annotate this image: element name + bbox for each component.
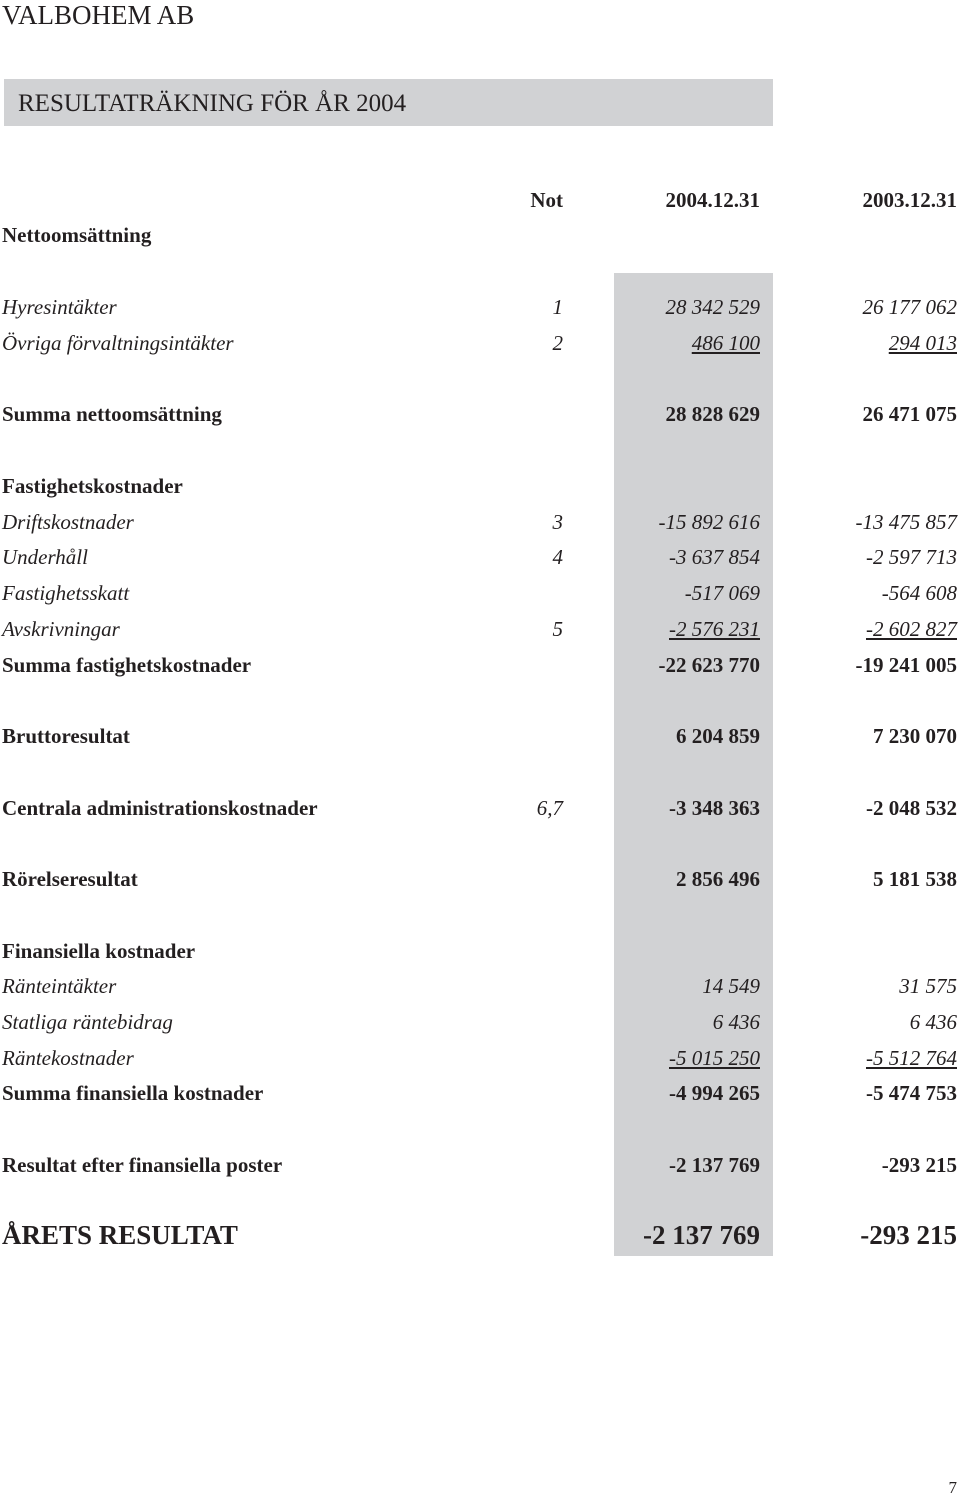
previous-year-column-header: 2003.12.31 [862,188,957,212]
row-label: Centrala administrationskostnader [2,796,318,820]
row-label: Statliga räntebidrag [2,1010,173,1034]
table-row [0,1009,960,1035]
row-previous-value: 6 436 [909,1010,957,1034]
row-label: Summa fastighetskostnader [2,653,252,677]
row-previous-value: -2 048 532 [866,796,957,820]
row-label: Fastighetskostnader [2,474,183,498]
row-current-value: -3 348 363 [669,796,760,820]
row-current-value: -4 994 265 [669,1081,760,1105]
subtotal-row [0,1152,960,1178]
row-label: Räntekostnader [2,1046,134,1070]
row-current-value: -517 069 [684,581,760,605]
row-previous-value: -13 475 857 [855,510,957,534]
row-label: Underhåll [2,545,88,569]
row-previous-value: 7 230 070 [873,724,957,748]
row-note: 2 [552,331,563,355]
row-current-value: -2 137 769 [669,1153,760,1177]
statement-title: RESULTATRÄKNING FÖR ÅR 2004 [18,90,407,117]
table-row [0,616,960,642]
row-previous-value: 294 013 [888,331,957,355]
row-current-value: -2 576 231 [669,617,760,641]
row-label: Övriga förvaltningsintäkter [2,331,234,355]
statement-title-bar [4,79,773,126]
row-label: Fastighetsskatt [2,581,130,605]
row-previous-value: -5 512 764 [866,1046,957,1070]
subtotal-row [0,1080,960,1106]
row-label: Finansiella kostnader [2,939,196,963]
row-previous-value: 31 575 [899,974,957,998]
row-current-value: -22 623 770 [658,653,760,677]
row-current-value: 2 856 496 [676,867,760,891]
subtotal-row [0,866,960,892]
row-note: 3 [552,510,563,534]
section-heading-finansiella-kostnader [0,938,960,964]
row-note: 1 [552,295,563,319]
row-previous-value: -2 602 827 [866,617,957,641]
current-year-column-header: 2004.12.31 [665,188,760,212]
row-current-value: 6 204 859 [676,724,760,748]
table-row [0,544,960,570]
row-previous-value: 26 471 075 [862,402,957,426]
row-previous-value: -5 474 753 [866,1081,957,1105]
row-current-value: -3 637 854 [669,545,760,569]
note-column-header: Not [530,188,563,212]
company-name: VALBOHEM AB [2,0,195,30]
row-note: 5 [552,617,563,641]
row-previous-value: 26 177 062 [862,295,957,319]
row-current-value: 28 828 629 [665,402,760,426]
row-label: Resultat efter finansiella poster [2,1153,283,1177]
page-number: 7 [948,1478,957,1497]
row-label: Bruttoresultat [2,724,130,748]
row-label: Driftskostnader [2,510,134,534]
subtotal-row [0,401,960,427]
subtotal-row [0,723,960,749]
row-label: Rörelseresultat [2,867,138,891]
row-label: Ränteintäkter [2,974,117,998]
row-label: ÅRETS RESULTAT [2,1220,238,1250]
row-note: 6,7 [536,796,563,820]
row-previous-value: -293 215 [881,1153,957,1177]
row-label: Summa nettoomsättning [2,402,222,426]
row-label: Avskrivningar [2,617,120,641]
table-row [0,294,960,320]
row-current-value: 28 342 529 [665,295,760,319]
row-previous-value: -293 215 [860,1220,957,1250]
row-previous-value: -564 608 [881,581,957,605]
row-previous-value: -2 597 713 [866,545,957,569]
total-row [0,1219,960,1251]
row-label: Nettoomsättning [2,223,152,247]
row-previous-value: 5 181 538 [873,867,957,891]
section-heading-fastighetskostnader [0,473,960,499]
row-current-value: -15 892 616 [658,510,760,534]
row-current-value: -2 137 769 [643,1220,760,1250]
table-row [0,1045,960,1071]
row-previous-value: -19 241 005 [855,653,957,677]
row-current-value: 14 549 [702,974,760,998]
row-current-value: 6 436 [712,1010,760,1034]
table-row [0,509,960,535]
table-row [0,580,960,606]
row-label: Summa finansiella kostnader [2,1081,264,1105]
section-heading-nettoomsattning [0,222,960,248]
table-row [0,330,960,356]
row-current-value: 486 100 [691,331,760,355]
row-note: 4 [552,545,563,569]
table-row [0,795,960,821]
table-row [0,973,960,999]
subtotal-row [0,652,960,678]
row-label: Hyresintäkter [2,295,117,319]
row-current-value: -5 015 250 [669,1046,760,1070]
